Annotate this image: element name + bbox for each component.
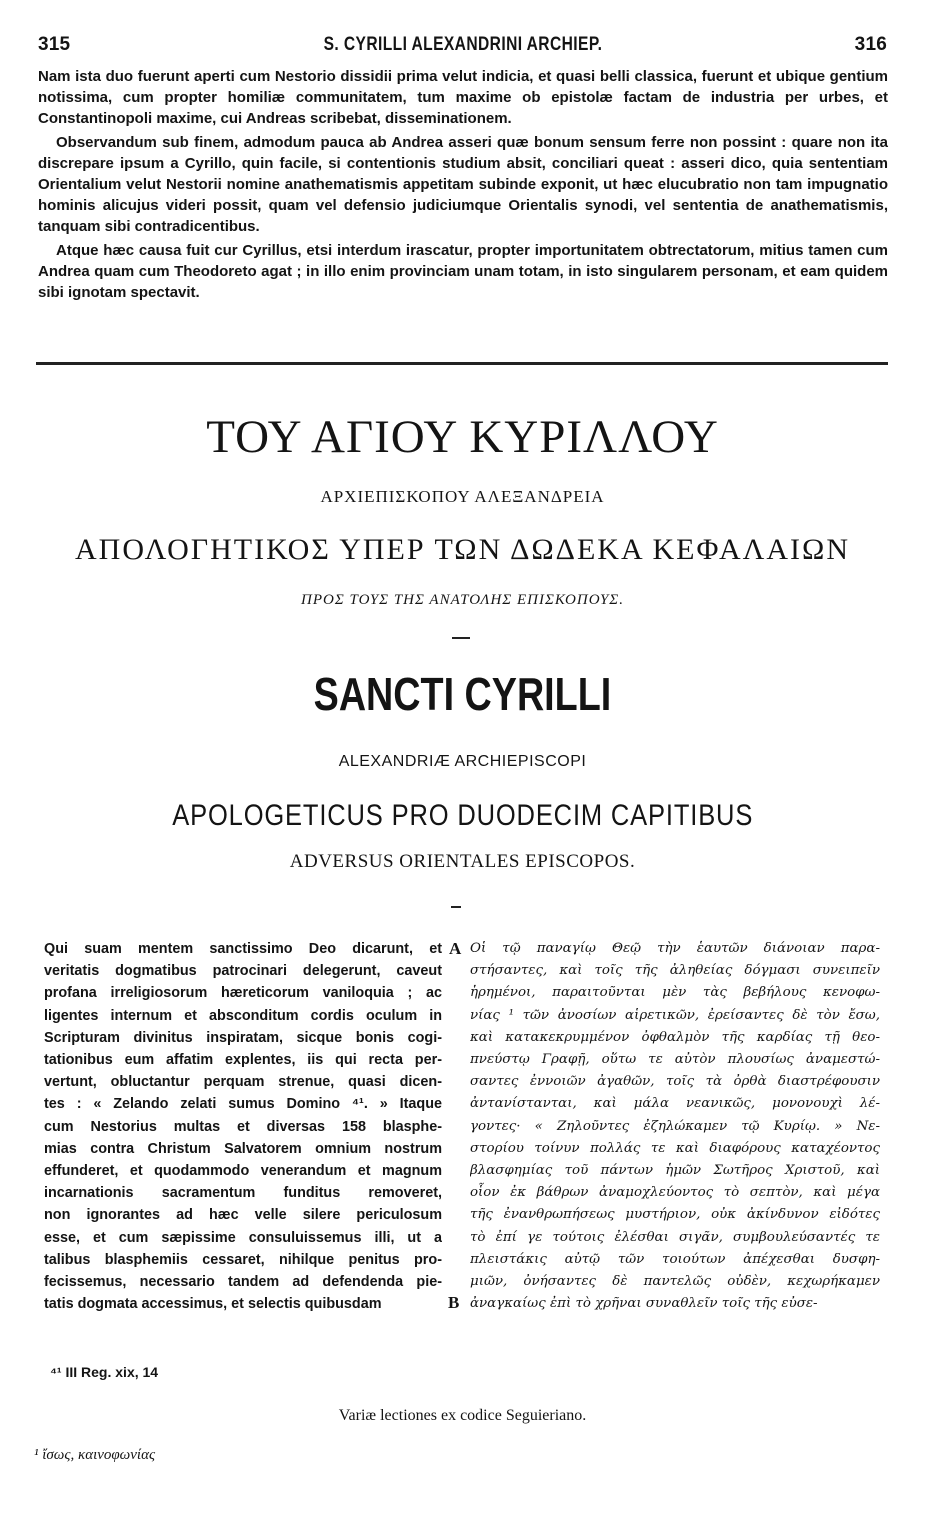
greek-subtitle: ΑΡΧΙΕΠΙΣΚΟΠΟΥ ΑΛΕΞΑΝΔΡΕΙΑ [320,487,605,506]
greek-line: τῆς ἐνανθρωπήσεως μυστήριον, οὐκ ἀκίνδυνον εἰδότες [470,1207,880,1223]
page-number-right: 316 [854,34,887,55]
latin-subtitle: ALEXANDRIÆ ARCHIEPISCOPI [338,753,587,770]
margin-letter-b: B [448,1293,460,1312]
intro-paragraph: Atque hæc causa fuit cur Cyrillus, etsi interdum irascatur, propter importunitatem obtrectatorum, mitius tamen cum Andrea quam cum Theodoreto agat ; in illo enim provinciam unam totam, in isto singularem personam, et eam quidem sibi ignotam spectavit. [38,242,888,301]
greek-line: ἡρημένοι, παραιτοῦνται μὲν τὰς βεβήλους κενοφω- [470,985,880,1001]
variant-note: ¹ ἴσως, καινοφωνίας [34,1447,156,1463]
intro-paragraph: Observandum sub finem, admodum pauca ab Andrea asseri quæ bonum sensum ferre non possint : quare non ita discrepare ipsum a Cyrillo, quin facile, si contentionis studium absit, conciliari queat : asseri dico, quia sententiam Orientalium velut Nestorii nomine anathematismis appetitam subinde exponit, ut hæc elucubratio non tam impugnatio hominis alicujus videri possit, quam vel defensio judiciumque Orientalis synodi, vel sententia de anathematismis, tanquam sibi contradicentibus. [38,134,888,235]
latin-line: Scripturam divinitus inspiratam, sicque bonis cogi- [44,1029,442,1046]
latin-line: ligentes internum et absconditum cordis oculum in [44,1007,442,1024]
latin-line: incarnationis sacramentum funditus removeret, [44,1185,442,1202]
greek-main-title: ΤΟΥ ΑΓΙΟΥ ΚΥΡΙΛΛΟΥ [206,411,719,463]
latin-work-title [0,799,925,833]
greek-line: γοντες· « Ζηλοῦντες ἐζηλώκαμεν τῷ Κυρίῳ. » Νε- [470,1118,880,1134]
greek-line: πνεύστῳ Γραφῇ, οὕτω τε αὐτὸν πλουσίως ἀναμεστώ- [470,1052,880,1068]
latin-line: vertunt, obluctantur perquam strenue, quasi dicen- [44,1074,442,1091]
latin-line: cum Nestorius multas et diversas 158 blasphe- [44,1118,442,1135]
greek-work-title: ΑΠΟΛΟΓΗΤΙΚΟΣ ΥΠΕΡ ΤΩΝ ΔΩΔΕΚΑ ΚΕΦΑΛΑΙΩΝ [75,533,850,566]
intro-text [38,66,888,306]
greek-line: καὶ κατακεκρυμμένον ὀφθαλμὸν τῆς καρδίας τῇ θεο- [470,1029,880,1045]
greek-line: ἀναγκαίως ἐπὶ τὸ χρῆναι συναθλεῖν τοῖς τῆς εὐσε- [470,1296,818,1312]
greek-line: ἀντανίστανται, καὶ μάλα νεανικῶς, μονονουχὶ λέ- [470,1096,880,1112]
latin-line: fecissemus, necessario tandem ad defendenda pie- [44,1274,442,1291]
section-rule [36,362,888,365]
title-divider [451,906,461,908]
greek-line: τὸ ἐπί γε τούτοις ἐλέσθαι σιγᾶν, συμβουλεύσαντές τε [470,1229,880,1245]
latin-line: tes : « Zelando zelati sumus Domino ⁴¹. » Itaque [44,1096,442,1113]
intro-paragraph: Nam ista duo fuerunt aperti cum Nestorio dissidii prima velut indicia, et quasi belli classica, fuerunt et ubique gentium notissima, cum propter homiliæ communitatem, tum maxime ob epistolæ factam de industria per urbes, et Constantinopoli maxime, cui Andreas scribebat, disseminationem. [38,68,888,127]
greek-line: στορίου τοίνυν πολλάς τε καὶ διαφόρους καταχέοντος [470,1140,880,1156]
title-divider [452,637,470,639]
latin-column [44,938,442,1315]
latin-line: effunderet, et quodammodo venerandum et magnum [44,1163,442,1180]
latin-line: tationibus eum affatim explentes, iis qui recta per- [44,1052,442,1069]
scripture-footnote: ⁴¹ III Reg. xix, 14 [50,1364,159,1380]
variants-heading: Variæ lectiones ex codice Seguieriano. [338,1407,587,1424]
greek-column [470,938,880,1315]
running-title: S. CYRILLI ALEXANDRINI ARCHIEP. [323,34,602,55]
latin-line: mias contra Christum Salvatorem omnium nostrum [44,1140,442,1157]
greek-line: οἷον ἐκ βάθρων ἀναμοχλεύοντος τὸ σεπτὸν, καὶ μέγα [470,1185,880,1201]
greek-addressee: ΠΡΟΣ ΤΟΥΣ ΤΗΣ ΑΝΑΤΟΛΗΣ ΕΠΙΣΚΟΠΟΥΣ. [301,592,624,608]
greek-line: στήσαντες, καὶ τοῖς τῆς ἀληθείας δόγμασι συνειπεῖν [470,963,880,979]
running-header [38,34,887,60]
greek-line: μιῶν, ὀνήσαντες δὲ παντελῶς οὐδὲν, κεχωρήκαμεν [470,1274,880,1290]
latin-line: esse, et cum sæpissime consuluissemus illi, ut a [44,1229,442,1246]
latin-work-title-text: APOLOGETICUS PRO DUODECIM CAPITIBUS [172,799,753,832]
latin-line: non ignorantes ad hæc velle silere periculosum [44,1207,442,1224]
greek-line: σαντες ἐννοιῶν ἀγαθῶν, τοῖς τὰ ὀρθὰ διαστρέφουσιν [470,1074,880,1090]
greek-line: Οἱ τῷ παναγίῳ Θεῷ τὴν ἑαυτῶν διάνοιαν παρα- [470,941,880,956]
greek-line: πλειστάκις αὐτῷ τῶν τοιούτων ἀπέχεσθαι δυσφη- [470,1251,880,1267]
page-number-left: 315 [38,34,71,55]
latin-line: Qui suam mentem sanctissimo Deo dicarunt, et [44,941,442,957]
latin-main-title-text: SANCTI CYRILLI [313,668,612,720]
latin-line: veritatis dogmatibus patrocinari delegerunt, caveut [44,963,442,980]
greek-line: βλασφημίας τοῦ πάντων ἡμῶν Σωτῆρος Χριστοῦ, καὶ [470,1163,880,1179]
latin-line: tatis dogmata accessimus, et selectis quibusdam [44,1296,382,1313]
latin-line: talibus blasphemiis cessaret, nihilque penitus pro- [44,1251,442,1268]
margin-letter-a: A [449,939,462,958]
greek-line: νίας ¹ τῶν ἀνοσίων αἱρετικῶν, ἐρείσαντες δὲ τὸν ἔσω, [470,1007,880,1023]
latin-main-title [0,667,925,721]
latin-addressee: ADVERSUS ORIENTALES EPISCOPOS. [289,851,636,872]
latin-line: profana irreligiosorum hæreticorum vaniloquia ; ac [44,985,442,1002]
